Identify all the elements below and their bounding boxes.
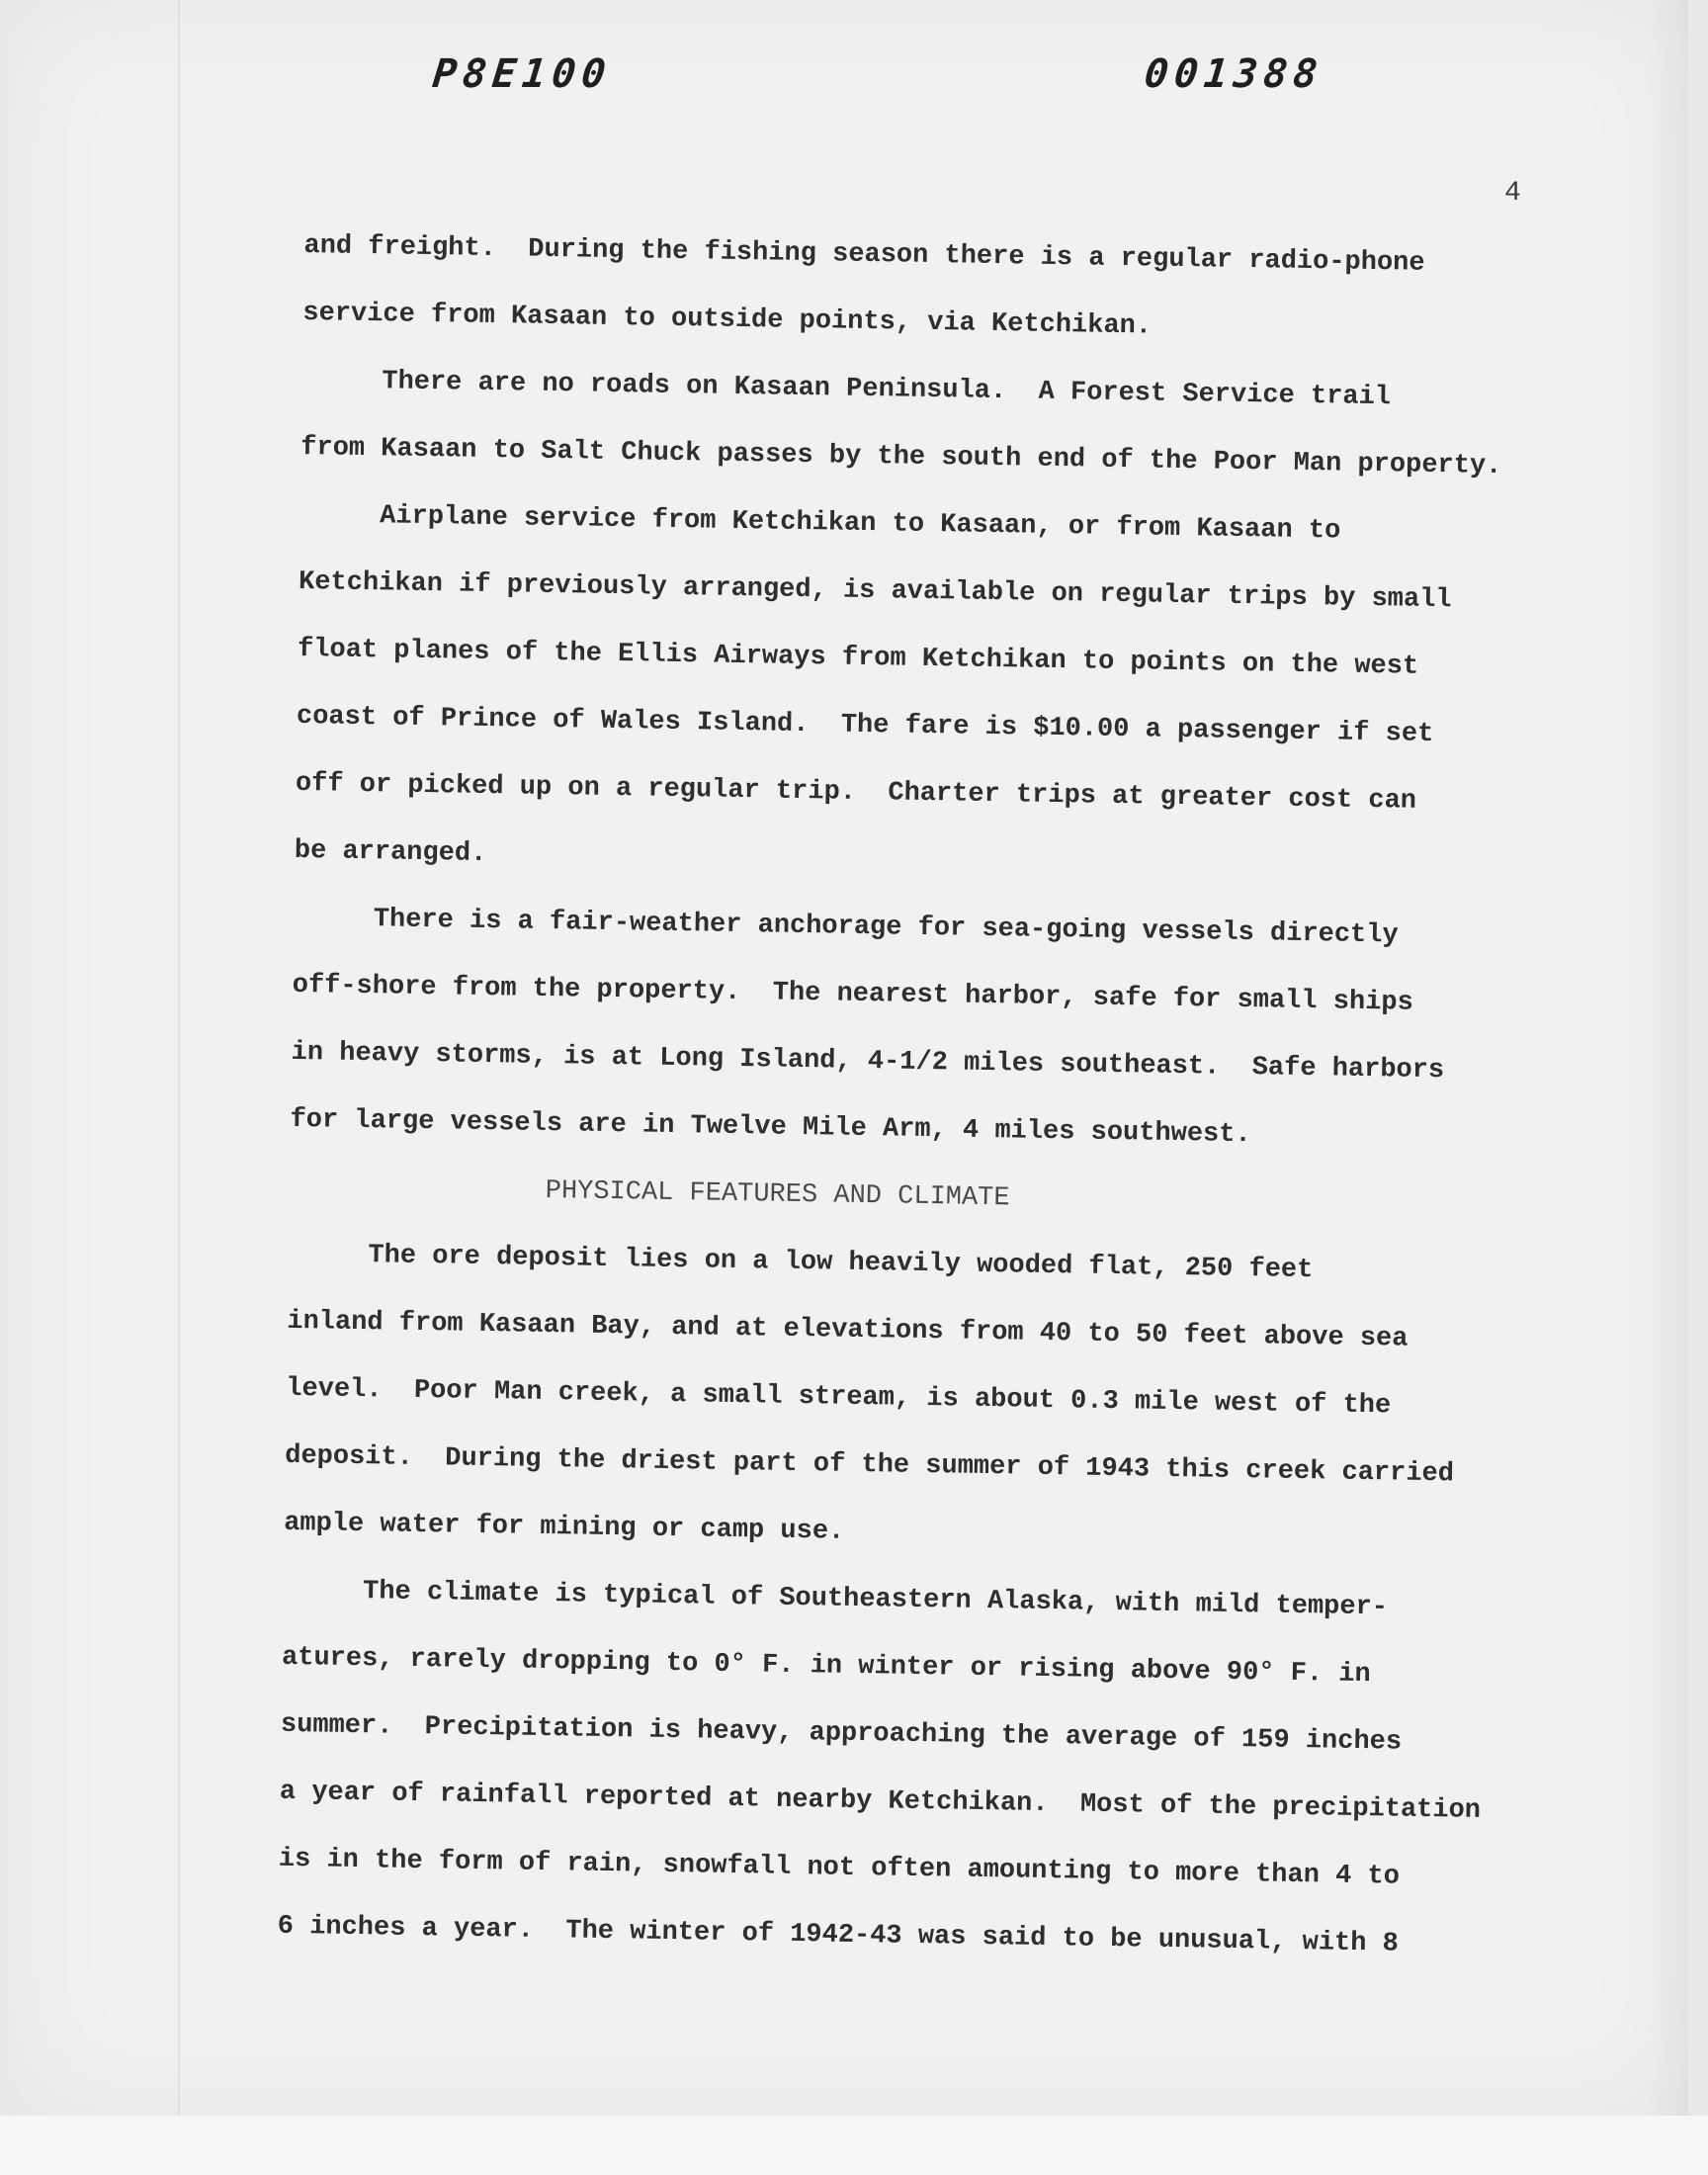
text-line: a year of rainfall reported at nearby Ketchikan. Most of the precipitation [279, 1777, 1482, 1826]
text-line: 6 inches a year. The winter of 1942-43 was said to be unusual, with 8 [277, 1911, 1400, 1959]
text-line: Ketchikan if previously arranged, is available on regular trips by small [298, 566, 1452, 616]
scan-margin-strip [0, 2116, 1708, 2175]
text-line: off or picked up on a regular trip. Charter trips at greater cost can [295, 768, 1417, 817]
text-line: atures, rarely dropping to 0° F. in winter or rising above 90° F. in [281, 1642, 1371, 1691]
text-line: in heavy storms, is at Long Island, 4-1/2 miles southeast. Safe harbors [291, 1037, 1445, 1087]
typed-body-text [277, 213, 1619, 1981]
archive-stamp-right: 001388 [1142, 51, 1325, 97]
text-line: The climate is typical of Southeastern Alaska, with mild temper- [282, 1575, 1389, 1623]
text-line: for large vessels are in Twelve Mile Arm, 4 miles southwest. [290, 1104, 1251, 1151]
text-line: and freight. During the fishing season there is a regular radio-phone [303, 230, 1425, 279]
text-line: deposit. During the driest part of the summer of 1943 this creek carried [285, 1440, 1455, 1490]
text-line: The ore deposit lies on a low heavily wooded flat, 250 feet [288, 1239, 1314, 1286]
text-line: off-shore from the property. The nearest harbor, safe for small ships [292, 970, 1414, 1018]
text-line: from Kasaan to Salt Chuck passes by the south end of the Poor Man property. [300, 432, 1502, 482]
text-line: ample water for mining or camp use. [283, 1508, 845, 1547]
page-edge-shadow [1649, 0, 1688, 2116]
text-line: float planes of the Ellis Airways from Ketchikan to points on the west [297, 634, 1419, 682]
text-line: inland from Kasaan Bay, and at elevations from 40 to 50 feet above sea [287, 1306, 1409, 1354]
text-line: coast of Prince of Wales Island. The fare is $10.00 a passenger if set [296, 701, 1434, 750]
binder-line [178, 0, 180, 2116]
text-line: Airplane service from Ketchikan to Kasaan, or from Kasaan to [299, 499, 1341, 547]
document-page [8, 0, 1688, 2116]
text-line: There is a fair-weather anchorage for sea-going vessels directly [293, 903, 1399, 951]
text-line: There are no roads on Kasaan Peninsula. A Forest Service trail [301, 365, 1392, 413]
text-line: be arranged. [294, 835, 487, 869]
text-line: summer. Precipitation is heavy, approaching the average of 159 inches [280, 1709, 1403, 1758]
text-line: service from Kasaan to outside points, via Ketchikan. [302, 298, 1153, 342]
section-heading: PHYSICAL FEATURES AND CLIMATE [289, 1172, 1010, 1214]
text-line: level. Poor Man creek, a small stream, is about 0.3 mile west of the [286, 1373, 1392, 1422]
archive-stamp-left: P8E100 [430, 51, 614, 97]
text-line: is in the form of rain, snowfall not often amounting to more than 4 to [278, 1844, 1401, 1892]
page-number: 4 [1504, 178, 1521, 209]
